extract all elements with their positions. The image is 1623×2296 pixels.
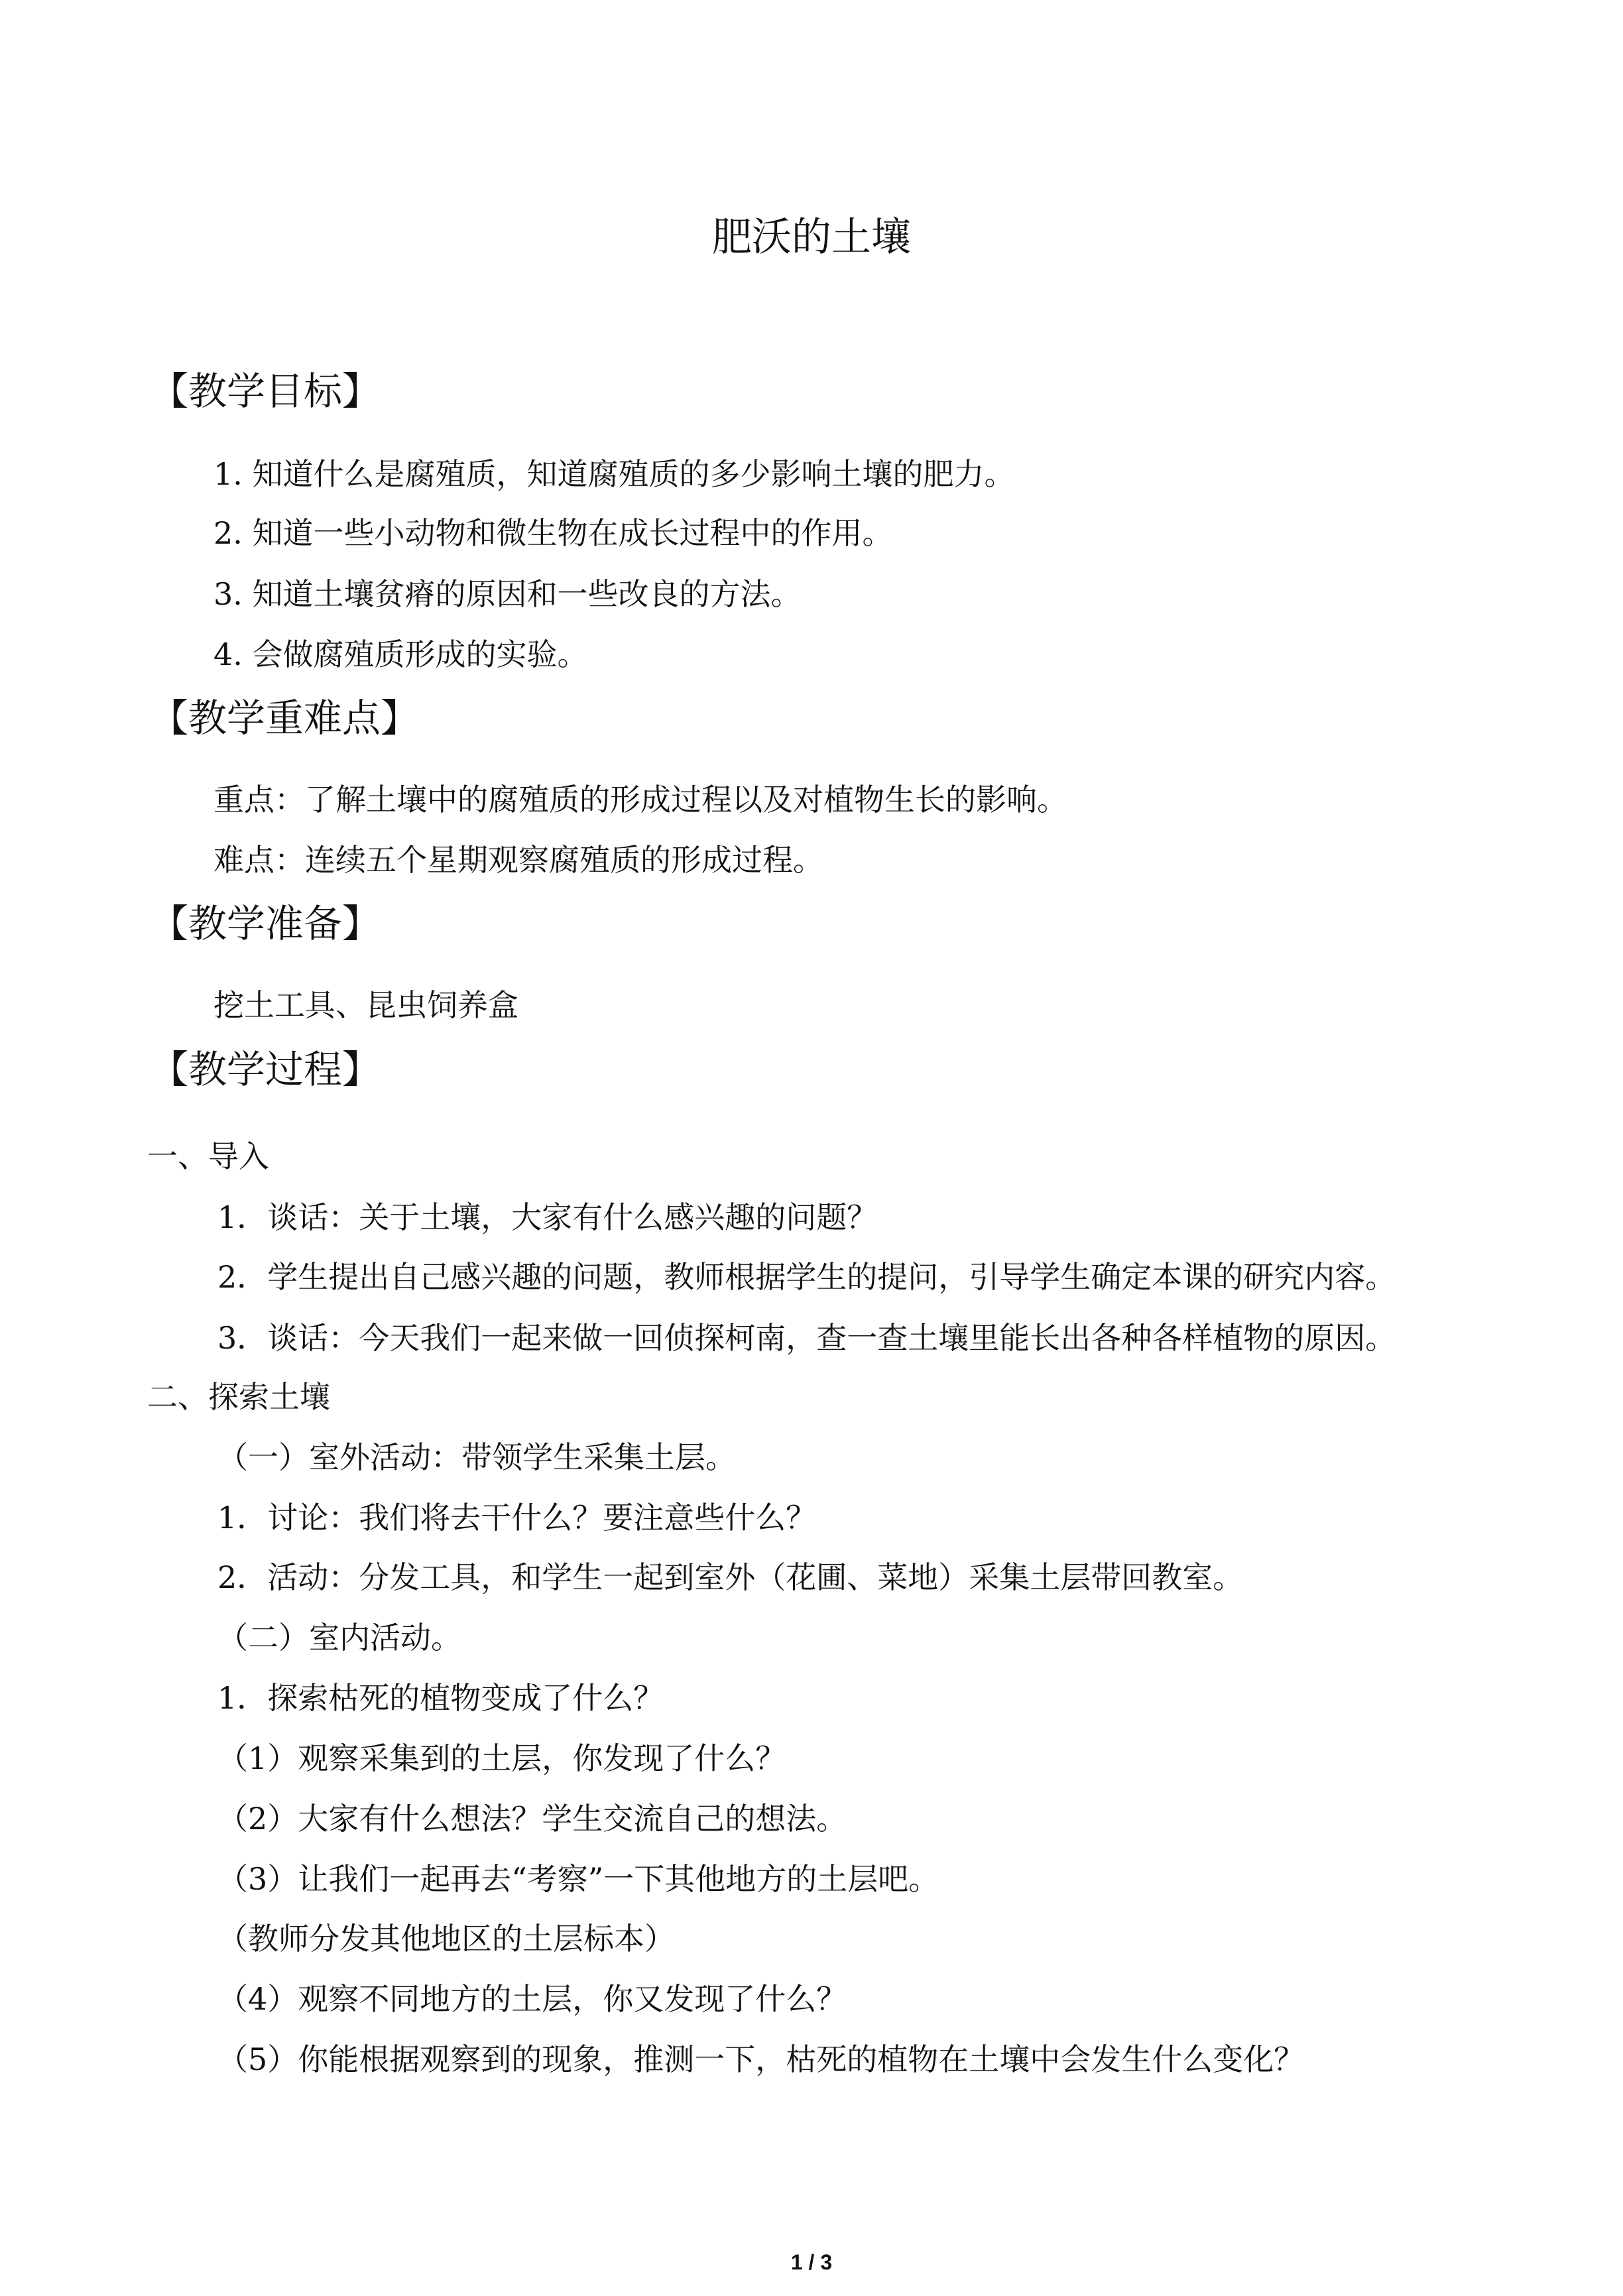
process-line: （一）室外活动：带领学生采集土层。: [217, 1439, 736, 1475]
key-point-item: 重点：了解土壤中的腐殖质的形成过程以及对植物生长的影响。: [213, 782, 1067, 817]
process-step: 1．谈话：关于土壤，大家有什么感兴趣的问题？: [217, 1199, 878, 1235]
process-line: （2）大家有什么想法？学生交流自己的想法。: [217, 1801, 847, 1837]
preparation-text: 挖土工具、昆虫饲养盒: [213, 987, 518, 1023]
process-line: （3）让我们一起再去“考察”一下其他地方的土层吧。: [217, 1861, 939, 1897]
heading-preparation: 【教学准备】: [150, 901, 381, 946]
process-line: 2．活动：分发工具，和学生一起到室外（花圃、菜地）采集土层带回教室。: [217, 1559, 1244, 1595]
process-step: 2．学生提出自己感兴趣的问题，教师根据学生的提问，引导学生确定本课的研究内容。: [217, 1259, 1396, 1295]
process-line: 1．讨论：我们将去干什么？要注意些什么？: [217, 1500, 817, 1536]
process-line: （1）观察采集到的土层，你发现了什么？: [217, 1740, 786, 1776]
objective-item: 2. 知道一些小动物和微生物在成长过程中的作用。: [213, 515, 893, 551]
objective-item: 1. 知道什么是腐殖质，知道腐殖质的多少影响土壤的肥力。: [213, 456, 1015, 492]
process-line: （5）你能根据观察到的现象，推测一下，枯死的植物在土壤中会发生什么变化？: [217, 2041, 1305, 2077]
page-title: 肥沃的土壤: [712, 214, 911, 261]
objective-item: 4. 会做腐殖质形成的实验。: [213, 636, 588, 672]
process-line: （教师分发其他地区的土层标本）: [217, 1921, 675, 1957]
key-point-item: 难点：连续五个星期观察腐殖质的形成过程。: [213, 842, 823, 878]
process-step: 3．谈话：今天我们一起来做一回侦探柯南，查一查土壤里能长出各种各样植物的原因。: [217, 1320, 1396, 1356]
page-number: 1 / 3: [790, 2250, 833, 2274]
section-title: 一、导入: [147, 1138, 269, 1174]
heading-key-points: 【教学重难点】: [150, 695, 420, 741]
objective-item: 3. 知道土壤贫瘠的原因和一些改良的方法。: [213, 576, 802, 612]
heading-objectives: 【教学目标】: [150, 369, 381, 414]
process-line: （4）观察不同地方的土层，你又发现了什么？: [217, 1981, 847, 2017]
heading-process: 【教学过程】: [150, 1047, 381, 1092]
section-title: 二、探索土壤: [147, 1379, 330, 1415]
process-line: 1．探索枯死的植物变成了什么？: [217, 1680, 664, 1716]
process-line: （二）室内活动。: [217, 1620, 461, 1656]
